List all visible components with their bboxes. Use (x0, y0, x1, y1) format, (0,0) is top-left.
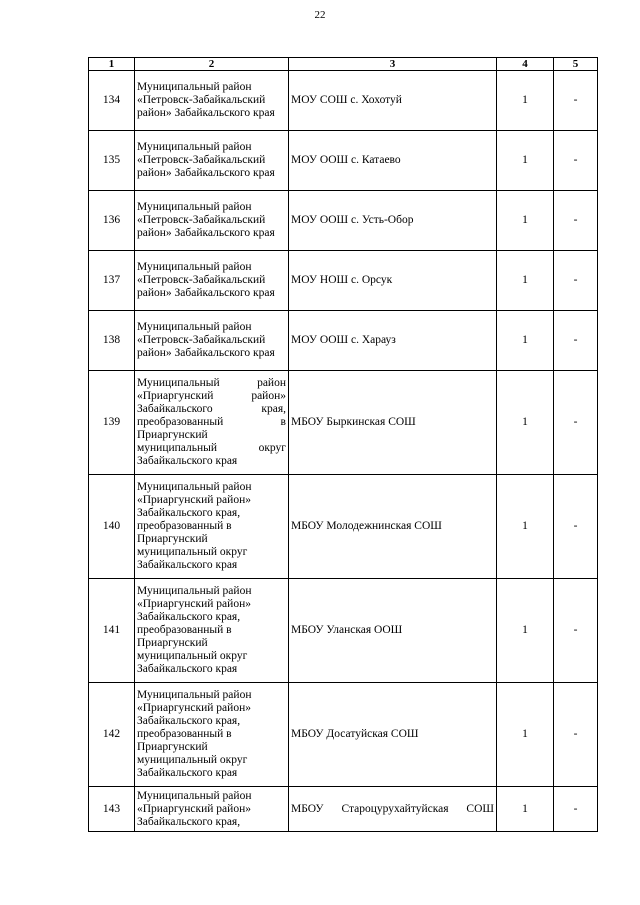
extra-cell: - (554, 251, 598, 311)
count-cell: 1 (497, 683, 554, 787)
count-cell: 1 (497, 371, 554, 475)
district-cell: Муниципальный район «Приаргунский район» Забайкальского края, преобразованный в Приаргунский муниципальный округ Забайкальского края (135, 371, 289, 475)
school-cell: МОУ ООШ с. Катаево (289, 131, 497, 191)
extra-cell: - (554, 371, 598, 475)
district-cell: Муниципальный район «Приаргунский район» Забайкальского края, преобразованный в Приаргунский муниципальный округ Забайкальского края (135, 579, 289, 683)
page-number: 22 (314, 9, 326, 21)
count-cell: 1 (497, 131, 554, 191)
count-cell: 1 (497, 787, 554, 832)
count-cell: 1 (497, 311, 554, 371)
extra-cell: - (554, 131, 598, 191)
school-cell: МБОУ Быркинская СОШ (289, 371, 497, 475)
table-row (89, 71, 598, 131)
column-header-5: 5 (554, 58, 598, 71)
school-cell: МОУ СОШ с. Хохотуй (289, 71, 497, 131)
count-cell: 1 (497, 475, 554, 579)
table-header-row (89, 58, 598, 71)
school-cell: МБОУ Досатуйская СОШ (289, 683, 497, 787)
district-cell: Муниципальный район «Петровск-Забайкальский район» Забайкальского края (135, 71, 289, 131)
table-row (89, 579, 598, 683)
district-cell: Муниципальный район «Приаргунский район» Забайкальского края, преобразованный в Приаргунский муниципальный округ Забайкальского края (135, 683, 289, 787)
row-number: 140 (89, 475, 135, 579)
extra-cell: - (554, 475, 598, 579)
table-row (89, 475, 598, 579)
extra-cell: - (554, 787, 598, 832)
row-number: 143 (89, 787, 135, 832)
extra-cell: - (554, 579, 598, 683)
row-number: 137 (89, 251, 135, 311)
table-row (89, 131, 598, 191)
row-number: 136 (89, 191, 135, 251)
column-header-1: 1 (89, 58, 135, 71)
table-row (89, 311, 598, 371)
extra-cell: - (554, 71, 598, 131)
row-number: 139 (89, 371, 135, 475)
extra-cell: - (554, 191, 598, 251)
row-number: 141 (89, 579, 135, 683)
extra-cell: - (554, 683, 598, 787)
allocation-table (88, 57, 598, 832)
school-cell: МБОУ Уланская ООШ (289, 579, 497, 683)
column-header-4: 4 (497, 58, 554, 71)
district-cell: Муниципальный район «Приаргунский район» Забайкальского края, преобразованный в Приаргунский муниципальный округ Забайкальского края (135, 475, 289, 579)
row-number: 142 (89, 683, 135, 787)
count-cell: 1 (497, 71, 554, 131)
table-row (89, 787, 598, 832)
district-cell: Муниципальный район «Приаргунский район» Забайкальского края, (135, 787, 289, 832)
row-number: 135 (89, 131, 135, 191)
school-cell: МОУ ООШ с. Харауз (289, 311, 497, 371)
school-cell: МБОУ Староцурухайтуйская СОШ (289, 787, 497, 832)
school-cell: МОУ ООШ с. Усть-Обор (289, 191, 497, 251)
school-cell: МОУ НОШ с. Орсук (289, 251, 497, 311)
table-row (89, 371, 598, 475)
district-cell: Муниципальный район «Петровск-Забайкальский район» Забайкальского края (135, 251, 289, 311)
district-cell: Муниципальный район «Петровск-Забайкальский район» Забайкальского края (135, 131, 289, 191)
column-header-3: 3 (289, 58, 497, 71)
table-row (89, 251, 598, 311)
row-number: 138 (89, 311, 135, 371)
count-cell: 1 (497, 579, 554, 683)
count-cell: 1 (497, 191, 554, 251)
row-number: 134 (89, 71, 135, 131)
count-cell: 1 (497, 251, 554, 311)
district-cell: Муниципальный район «Петровск-Забайкальский район» Забайкальского края (135, 191, 289, 251)
district-cell: Муниципальный район «Петровск-Забайкальский район» Забайкальского края (135, 311, 289, 371)
school-cell: МБОУ Молодежнинская СОШ (289, 475, 497, 579)
table-row (89, 683, 598, 787)
extra-cell: - (554, 311, 598, 371)
column-header-2: 2 (135, 58, 289, 71)
table-row (89, 191, 598, 251)
